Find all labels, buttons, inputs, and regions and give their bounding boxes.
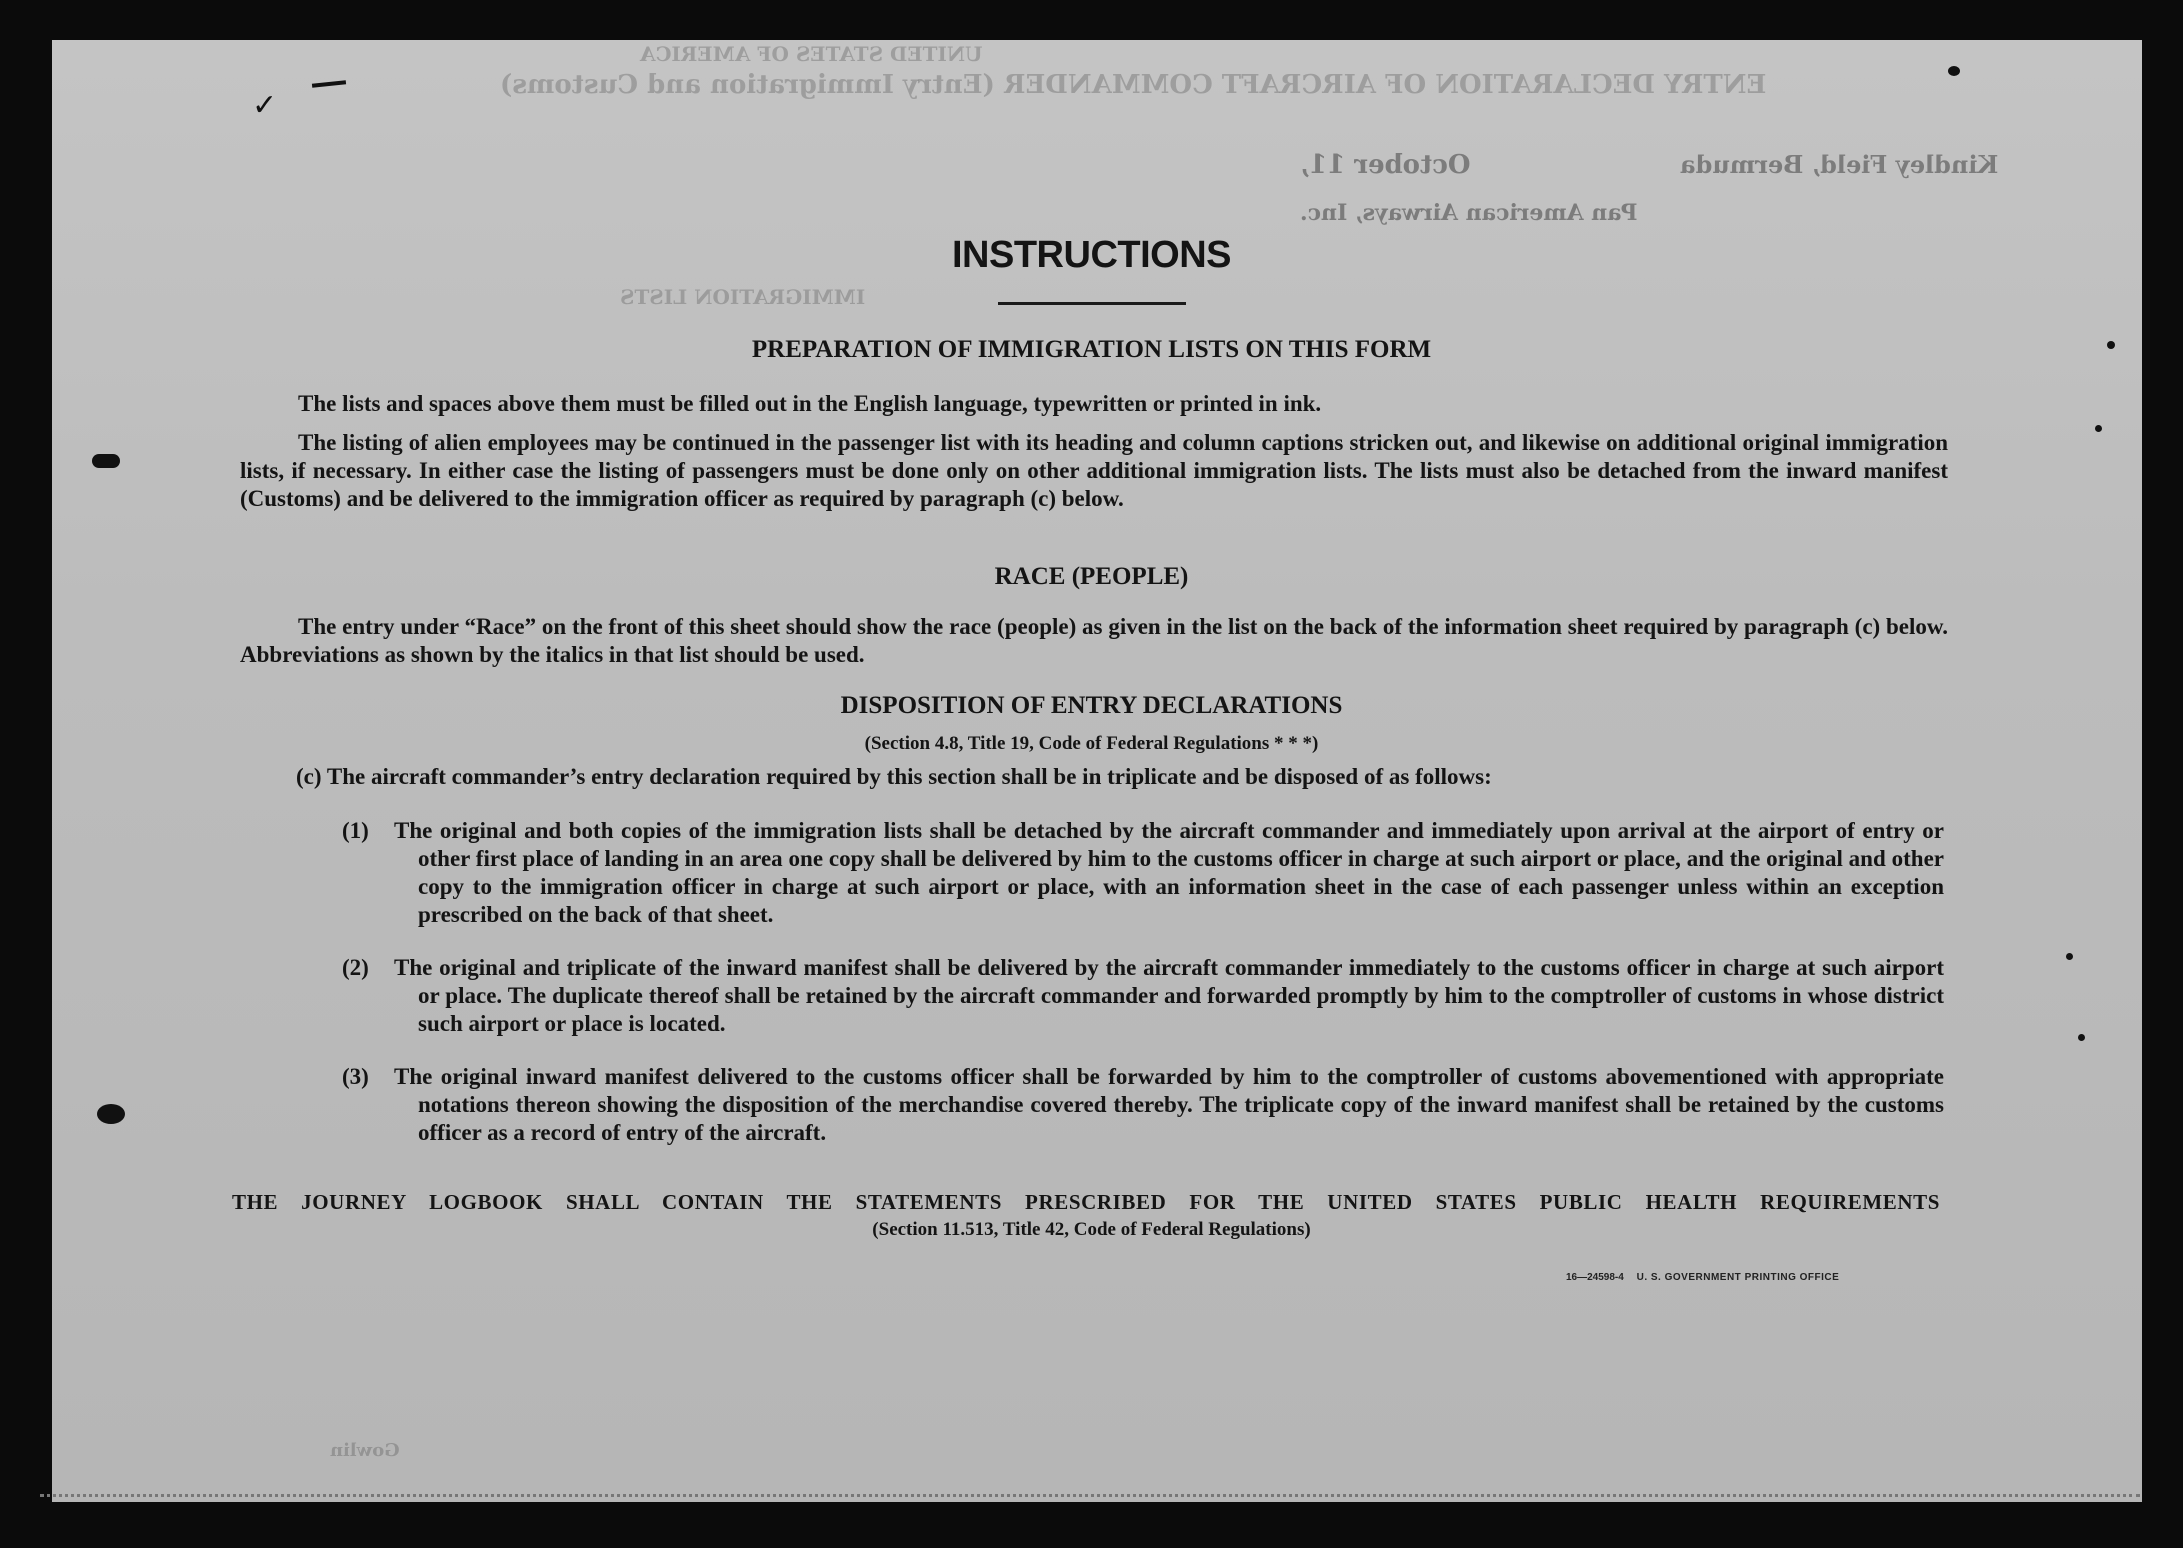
- disposition-heading: DISPOSITION OF ENTRY DECLARATIONS: [840, 692, 1343, 719]
- bleed-through-date: October 11,: [1300, 150, 1471, 180]
- race-paragraph: The entry under “Race” on the front of this sheet should show the race (people) as given in the list on the back of the information sheet required by paragraph (c) below. Abbreviations as shown by the italics in that list should be used.: [240, 614, 1948, 667]
- check-mark-icon: ✓: [252, 88, 278, 123]
- bleed-through-heading: ENTRY DECLARATION OF AIRCRAFT COMMANDER (Entry Immigration and Customs): [500, 70, 1767, 100]
- clause-text: The aircraft commander’s entry declaration required by this section shall be in triplicate and be disposed of as follows:: [326, 764, 1492, 789]
- page-title: INSTRUCTIONS: [952, 234, 1231, 276]
- item-text: The original inward manifest delivered to the customs officer shall be forwarded by him to the comptroller of customs abovementioned with appropriate notations thereon showing the disposition of the merchandise covered thereby. The triplicate copy of the inward manifest shall be retained by the customs officer as a record of entry of the aircraft.: [394, 1064, 1944, 1145]
- list-item: [342, 954, 1944, 1038]
- item-number: (1): [342, 818, 369, 843]
- list-item: [342, 1063, 1944, 1147]
- item-text: The original and both copies of the immigration lists shall be detached by the aircraft commander and immediately upon arrival at the airport of entry or other first place of landing in an area one copy shall be delivered by him to the customs officer in charge at such airport or place, and the original and other copy to the immigration officer in charge at such airport or place, with an information sheet in the case of each passenger unless within an exception prescribed on the back of that sheet.: [394, 818, 1944, 927]
- public-health-statement: THE JOURNEY LOGBOOK SHALL CONTAIN THE STATEMENTS PRESCRIBED FOR THE UNITED STATES PUBLIC HEALTH REQUIREMENTS: [232, 1190, 1940, 1214]
- clause-c: [296, 763, 1946, 791]
- preparation-paragraph-2: The listing of alien employees may be continued in the passenger list with its heading and column captions stricken out, and likewise on additional original immigration lists, if necessary. In either case the listing of passengers must be done only on other additional immigration lists. The lists must also be detached from the inward manifest (Customs) and be delivered to the immigration officer as required by paragraph (c) below.: [240, 430, 1948, 511]
- bleed-through-place: Kindley Field, Bermuda: [1680, 150, 1999, 179]
- preparation-paragraph-1: The lists and spaces above them must be filled out in the English language, typewritten or printed in ink.: [298, 391, 1322, 416]
- disposition-citation: (Section 4.8, Title 19, Code of Federal Regulations * * *): [864, 733, 1319, 754]
- bleed-through-signature: Gowlin: [330, 1440, 400, 1461]
- bleed-through-lists: IMMIGRATION LISTS: [620, 285, 866, 309]
- race-heading: RACE (PEOPLE): [994, 563, 1189, 590]
- printer-name: U. S. GOVERNMENT PRINTING OFFICE: [1636, 1272, 1840, 1283]
- bleed-through-carrier: Pan American Airways, Inc.: [1300, 200, 1638, 226]
- bleed-through-country: UNITED STATES OF AMERICA: [640, 42, 983, 66]
- preparation-heading: PREPARATION OF IMMIGRATION LISTS ON THIS FORM: [751, 336, 1432, 363]
- printer-imprint: [1566, 1272, 1839, 1283]
- item-number: (2): [342, 955, 369, 980]
- clause-label: (c): [296, 764, 322, 789]
- form-number: 16—24598-4: [1566, 1272, 1624, 1283]
- list-item: [342, 817, 1944, 929]
- public-health-citation: (Section 11.513, Title 42, Code of Federal Regulations): [872, 1219, 1311, 1240]
- item-text: The original and triplicate of the inward manifest shall be delivered by the aircraft commander immediately to the customs officer in charge at such airport or place. The duplicate thereof shall be retained by the aircraft commander and forwarded promptly by him to the comptroller of customs in whose district such airport or place is located.: [394, 955, 1944, 1036]
- title-underline: [998, 302, 1186, 305]
- item-number: (3): [342, 1064, 369, 1089]
